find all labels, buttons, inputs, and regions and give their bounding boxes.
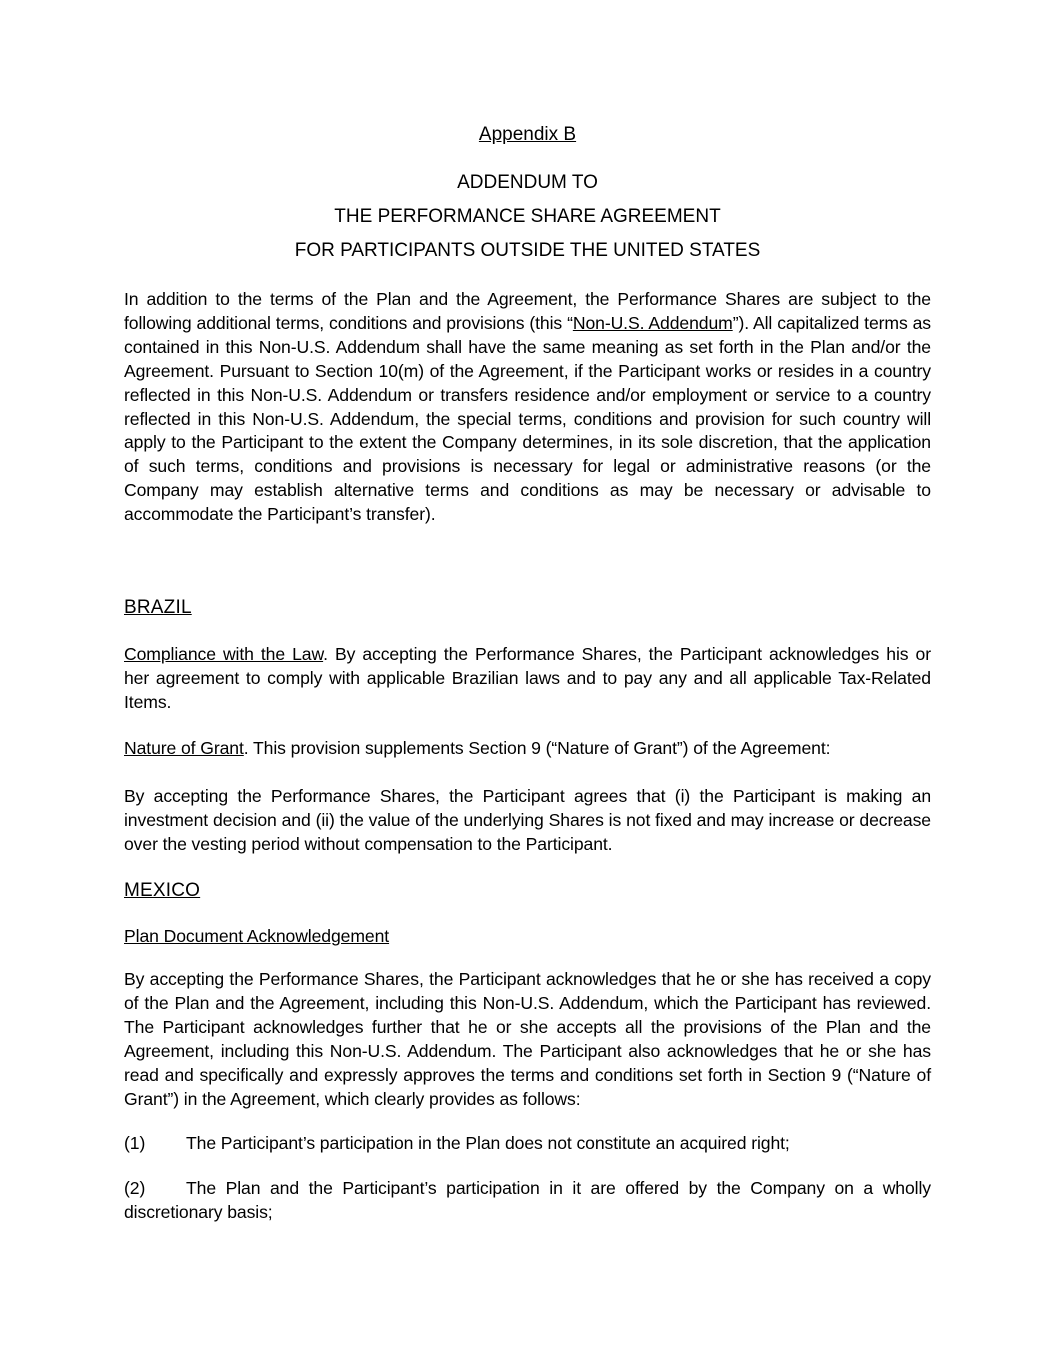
- list-item: [124, 1177, 931, 1225]
- brazil-nature-text: . This provision supplements Section 9 (“Nature of Grant”) of the Agreement:: [243, 738, 831, 758]
- list-item-text: The Plan and the Participant’s participation in it are offered by the Company on a wholly discretionary basis;: [124, 1178, 931, 1222]
- brazil-compliance-text: . By accepting the Performance Shares, the Participant acknowledges his or her agreement to comply with applicable Brazilian laws and to pay any and all applicable Tax-Related Items.: [124, 644, 931, 712]
- brazil-acceptance-paragraph: By accepting the Performance Shares, the Participant agrees that (i) the Participant is making an investment decision and (ii) the value of the underlying Shares is not fixed and may increase or decrease over the vesting period without compensation to the Participant.: [124, 786, 931, 854]
- list-item: [124, 1132, 931, 1156]
- intro-text-before: In addition to the terms of the Plan and the Agreement, the Performance Shares are subject to the following additional terms, conditions and provisions (this “: [124, 289, 931, 333]
- section-heading-mexico: MEXICO: [124, 880, 201, 901]
- brazil-compliance-title: Compliance with the Law: [124, 644, 324, 664]
- brazil-nature-title: Nature of Grant: [124, 738, 244, 758]
- list-item-text: The Participant’s participation in the Plan does not constitute an acquired right;: [186, 1133, 790, 1153]
- mexico-ack-paragraph: By accepting the Performance Shares, the Participant acknowledges that he or she has received a copy of the Plan and the Agreement, including this Non-U.S. Addendum, which the Participant has reviewed. The Participant acknowledges further that he or she accepts all the provisions of the Plan and the Agreement, including this Non-U.S. Addendum. The Participant also acknowledges that he or she has read and specifically and expressly approves the terms and conditions set forth in Section 9 (“Nature of Grant”) in the Agreement, which clearly provides as follows:: [124, 969, 931, 1109]
- intro-text-after: ”). All capitalized terms as contained in this Non-U.S. Addendum shall have the same meaning as set forth in the Plan and/or the Agreement. Pursuant to Section 10(m) of the Agreement, if the Participant works or resides in a country reflected in this Non-U.S. Addendum or transfers residence and/or employment or service to a country reflected in this Non-U.S. Addendum, the special terms, conditions and provision for such country will apply to the Participant to the extent the Company determines, in its sole discretion, that the application of such terms, conditions and provisions is necessary for legal or administrative reasons (or the Company may establish alternative terms and conditions as may be necessary or advisable to accommodate the Participant’s transfer).: [124, 312, 932, 525]
- appendix-label: Appendix B: [478, 124, 577, 145]
- title-line-2: THE PERFORMANCE SHARE AGREEMENT: [334, 206, 721, 227]
- intro-defined-term: Non-U.S. Addendum: [572, 312, 733, 333]
- mexico-ack-title: Plan Document Acknowledgement: [124, 926, 390, 946]
- brazil-nature-paragraph: [124, 737, 931, 761]
- title-line-1: ADDENDUM TO: [457, 172, 598, 193]
- section-heading-brazil: BRAZIL: [124, 597, 192, 618]
- list-item-number: (2): [124, 1178, 146, 1198]
- intro-paragraph: [124, 288, 931, 527]
- list-item-number: (1): [124, 1133, 146, 1153]
- brazil-compliance-paragraph: [124, 643, 931, 715]
- title-line-3: FOR PARTICIPANTS OUTSIDE THE UNITED STATES: [294, 240, 761, 261]
